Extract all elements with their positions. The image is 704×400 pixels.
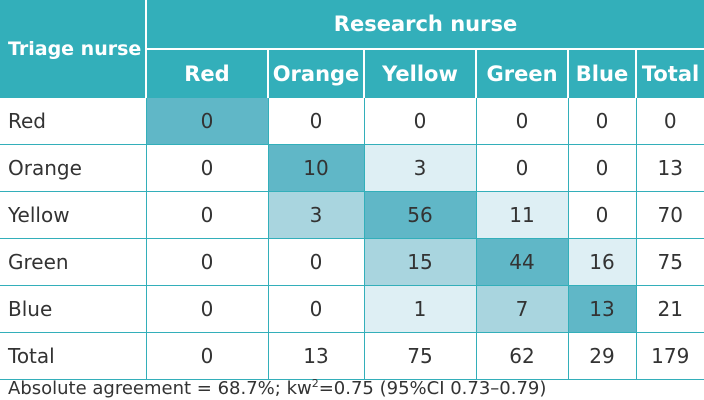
row-label: Total [0, 333, 146, 380]
table-cell: 15 [364, 239, 476, 286]
table-cell: 0 [146, 192, 268, 239]
table-cell: 0 [146, 286, 268, 333]
table-cell: 29 [568, 333, 636, 380]
row-label: Green [0, 239, 146, 286]
table-cell: 0 [268, 98, 364, 145]
table-cell: 0 [268, 286, 364, 333]
table-cell: 0 [364, 98, 476, 145]
table-row-green [0, 239, 704, 286]
table-cell: 75 [636, 239, 704, 286]
triage-nurse-header: Triage nurse [0, 0, 146, 98]
table-cell: 3 [364, 145, 476, 192]
table-cell: 44 [476, 239, 568, 286]
table-cell: 70 [636, 192, 704, 239]
table-cell: 13 [636, 145, 704, 192]
column-header-red: Red [146, 49, 268, 98]
table-cell: 11 [476, 192, 568, 239]
row-label: Yellow [0, 192, 146, 239]
column-header-orange: Orange [268, 49, 364, 98]
table-cell: 0 [568, 145, 636, 192]
footnote-prefix: Absolute agreement = 68.7%; kw [8, 378, 312, 399]
agreement-footnote [8, 377, 546, 399]
table-row-blue [0, 286, 704, 333]
table-cell: 0 [146, 239, 268, 286]
column-header-total: Total [636, 49, 704, 98]
table-cell: 75 [364, 333, 476, 380]
table-cell: 21 [636, 286, 704, 333]
table-cell: 10 [268, 145, 364, 192]
table-cell: 1 [364, 286, 476, 333]
footnote-suffix: =0.75 (95%CI 0.73–0.79) [318, 378, 547, 399]
table-cell: 0 [476, 145, 568, 192]
column-header-green: Green [476, 49, 568, 98]
column-header-blue: Blue [568, 49, 636, 98]
table-cell: 16 [568, 239, 636, 286]
table-cell: 7 [476, 286, 568, 333]
table-cell: 62 [476, 333, 568, 380]
table-cell: 179 [636, 333, 704, 380]
table-cell: 0 [476, 98, 568, 145]
table-row-yellow [0, 192, 704, 239]
footnote-superscript: 2 [311, 377, 319, 390]
table-cell: 0 [568, 98, 636, 145]
table-cell: 3 [268, 192, 364, 239]
table-cell: 0 [146, 333, 268, 380]
table-row-red [0, 98, 704, 145]
table-row-total [0, 333, 704, 380]
row-label: Blue [0, 286, 146, 333]
column-header-yellow: Yellow [364, 49, 476, 98]
table-cell: 0 [268, 239, 364, 286]
row-label: Red [0, 98, 146, 145]
row-label: Orange [0, 145, 146, 192]
table-cell: 0 [146, 145, 268, 192]
table-row-orange [0, 145, 704, 192]
table-cell: 13 [268, 333, 364, 380]
table-cell: 0 [636, 98, 704, 145]
table-cell: 56 [364, 192, 476, 239]
table-cell: 13 [568, 286, 636, 333]
research-nurse-header: Research nurse [146, 0, 704, 49]
table-cell: 0 [146, 98, 268, 145]
table-cell: 0 [568, 192, 636, 239]
